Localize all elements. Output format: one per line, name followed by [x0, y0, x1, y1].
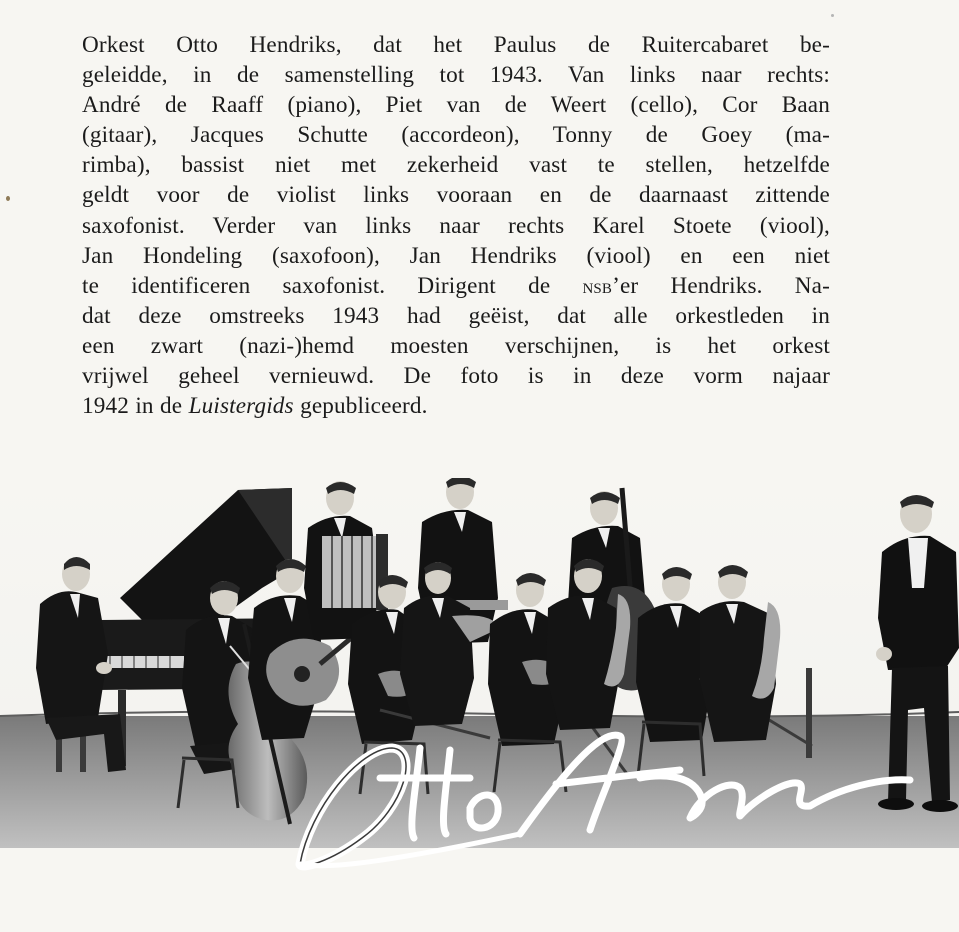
- caption-line: [82, 271, 830, 301]
- photo-caption: [82, 30, 830, 421]
- caption-line: saxofonist. Verder van links naar rechts Karel Stoete (viool),: [82, 212, 830, 239]
- caption-text: te identificeren saxofonist. Dirigent de: [82, 272, 551, 299]
- paper-speck: [831, 14, 834, 17]
- caption-line: [82, 391, 830, 421]
- caption-line: een zwart (nazi-)hemd moesten verschijnen, is het orkest: [82, 332, 830, 359]
- orchestra-photo-illustration: [0, 478, 959, 888]
- caption-line: geldt voor de violist links vooraan en de daarnaast zittende: [82, 182, 830, 209]
- photo-bottom-vignette: [0, 848, 959, 888]
- caption-line: Orkest Otto Hendriks, dat het Paulus de Ruitercabaret be-: [82, 32, 830, 58]
- caption-line: rimba), bassist niet met zekerheid vast te stellen, hetzelfde: [82, 152, 830, 179]
- caption-line: dat deze omstreeks 1943 had geëist, dat alle orkestleden in: [82, 302, 830, 329]
- caption-line: geleidde, in de samenstelling tot 1943. Van links naar rechts:: [82, 62, 830, 89]
- caption-line: vrijwel geheel vernieuwd. De foto is in deze vorm najaar: [82, 363, 830, 390]
- caption-italic-title: Luistergids: [188, 393, 294, 420]
- paper-speck: [6, 196, 10, 201]
- caption-abbreviation: nsb: [582, 272, 613, 298]
- caption-text: gepubliceerd.: [300, 393, 428, 420]
- caption-text: ’er Hendriks. Na-: [612, 272, 830, 299]
- caption-line: (gitaar), Jacques Schutte (accordeon), Tonny de Goey (ma-: [82, 122, 830, 149]
- orchestra-photo: [0, 478, 959, 888]
- caption-text: 1942 in de: [82, 393, 183, 420]
- caption-line: André de Raaff (piano), Piet van de Weert (cello), Cor Baan: [82, 92, 830, 119]
- caption-line: Jan Hondeling (saxofoon), Jan Hendriks (viool) en een niet: [82, 242, 830, 269]
